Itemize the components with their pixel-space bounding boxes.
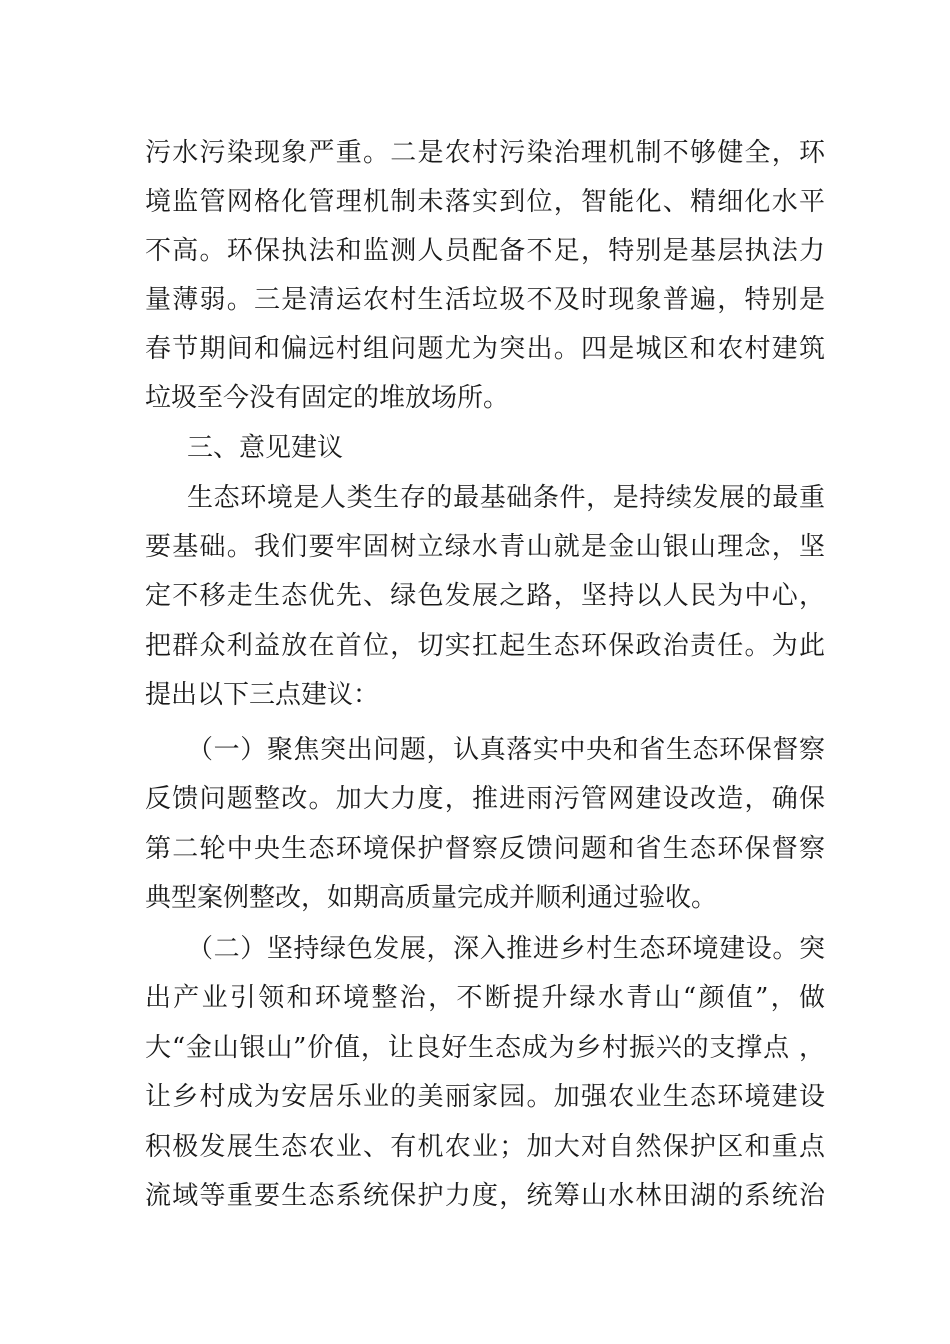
body-text-line: 积极发展生态农业、有机农业；加大对自然保护区和重点 — [145, 1132, 825, 1162]
body-text-line: 生态环境是人类生存的最基础条件，是持续发展的最重 — [187, 483, 825, 513]
section-heading: 三、意见建议 — [187, 433, 344, 463]
body-text-line: 春节期间和偏远村组问题尤为突出。四是城区和农村建筑 — [145, 334, 825, 364]
body-text-line: 量薄弱。三是清运农村生活垃圾不及时现象普遍，特别是 — [145, 285, 825, 315]
body-text-line: 把群众利益放在首位，切实扛起生态环保政治责任。为此 — [145, 631, 825, 661]
body-text-line: 提出以下三点建议： — [145, 680, 380, 710]
body-text-line: 反馈问题整改。加大力度，推进雨污管网建设改造，确保 — [145, 784, 825, 814]
body-text-line: 第二轮中央生态环境保护督察反馈问题和省生态环保督察 — [145, 834, 825, 864]
body-text-line: 定不移走生态优先、绿色发展之路，坚持以人民为中心， — [145, 581, 825, 611]
body-text-line: 垃圾至今没有固定的堆放场所。 — [145, 383, 510, 413]
body-text-line: 要基础。我们要牢固树立绿水青山就是金山银山理念，坚 — [145, 532, 825, 562]
body-text-line: 让乡村成为安居乐业的美丽家园。加强农业生态环境建设 — [145, 1082, 825, 1112]
body-text-line: 大“金山银山”价值，让良好生态成为乡村振兴的支撑点 ， — [145, 1033, 825, 1063]
body-text-line: 典型案例整改，如期高质量完成并顺利通过验收。 — [145, 883, 718, 913]
subsection-heading-line: （二）坚持绿色发展，深入推进乡村生态环境建设。突 — [187, 934, 825, 964]
subsection-heading-line: （一）聚焦突出问题，认真落实中央和省生态环保督察 — [187, 735, 825, 765]
body-text-line: 不高。环保执法和监测人员配备不足，特别是基层执法力 — [145, 236, 825, 266]
body-text-line: 污水污染现象严重。二是农村污染治理机制不够健全，环 — [145, 138, 825, 168]
body-text-line: 境监管网格化管理机制未落实到位，智能化、精细化水平 — [145, 187, 825, 217]
body-text-line: 出产业引领和环境整治，不断提升绿水青山“颜值”，做 — [145, 983, 825, 1013]
body-text-line: 流域等重要生态系统保护力度，统筹山水林田湖的系统治 — [145, 1181, 825, 1211]
